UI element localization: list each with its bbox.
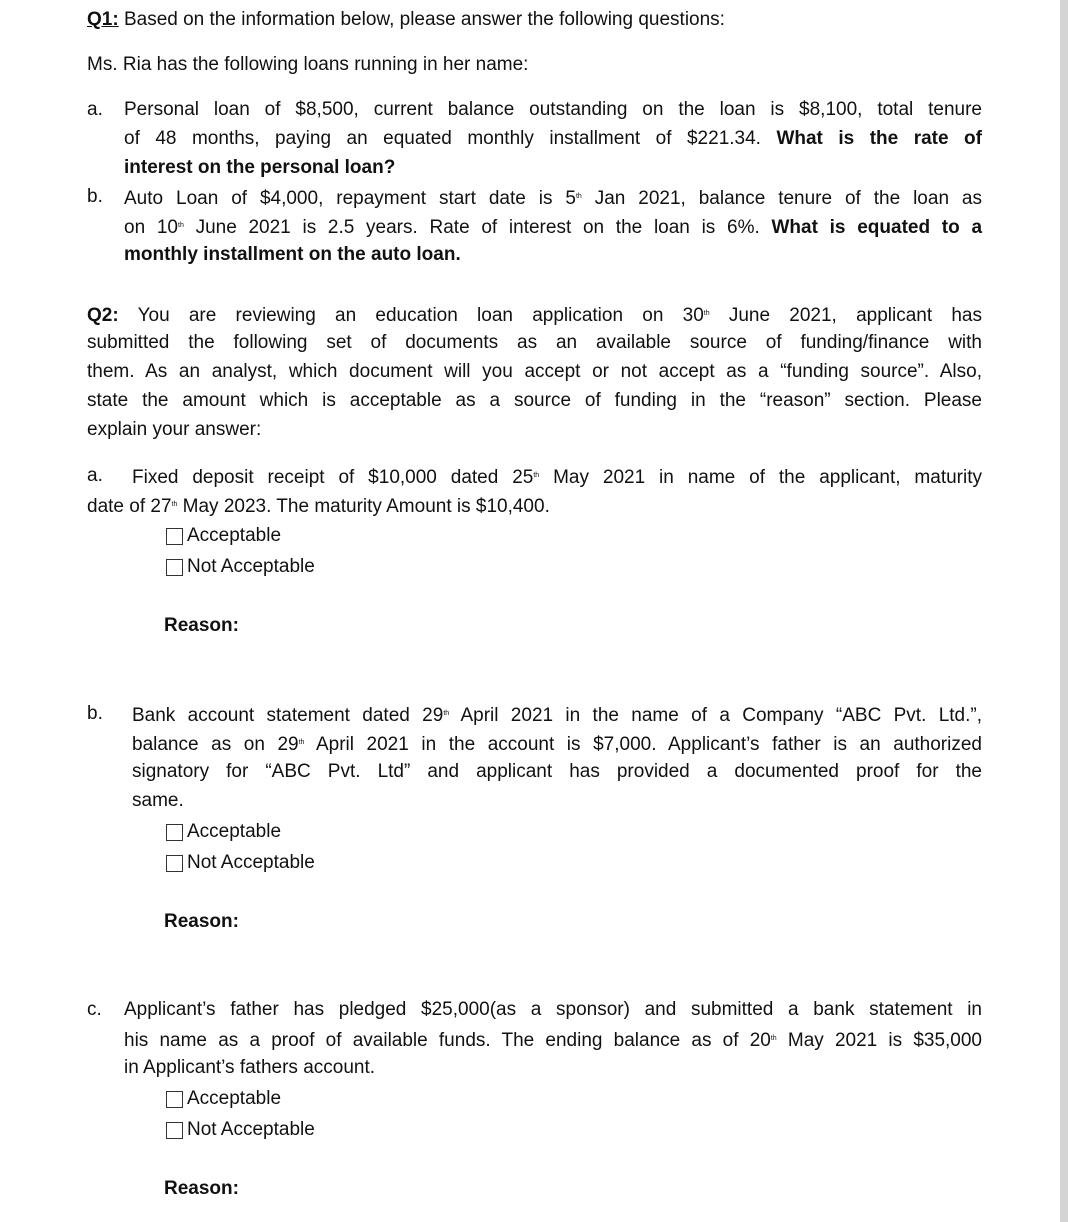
text: signatory for “ABC Pvt. Ltd” and applicant has provided a documented proof for the bbox=[132, 761, 982, 782]
checkbox-label: Acceptable bbox=[187, 525, 282, 546]
checkbox-icon[interactable] bbox=[166, 1091, 183, 1108]
text-line bbox=[132, 760, 982, 784]
bold-text: Q1: bbox=[87, 9, 119, 30]
text-line bbox=[87, 53, 528, 77]
text: April 2021 in the name of a Company “ABC Pvt. Ltd.”, bbox=[449, 705, 982, 726]
text: a. bbox=[87, 465, 103, 486]
ordinal-suffix: th bbox=[703, 310, 710, 317]
text: state the amount which is acceptable as a source of funding in the “reason” section. Please bbox=[87, 390, 982, 411]
text: Bank account statement dated 29 bbox=[132, 705, 444, 726]
text-line bbox=[87, 302, 982, 328]
bold-text: Reason: bbox=[164, 911, 239, 932]
text-line bbox=[124, 185, 982, 211]
ordinal-suffix: th bbox=[171, 501, 178, 508]
text: Jan 2021, balance tenure of the loan as bbox=[581, 188, 982, 209]
text: them. As an analyst, which document will you accept or not accept as a “funding source”. Also, bbox=[87, 361, 982, 382]
checkbox-option[interactable] bbox=[166, 1118, 315, 1142]
text: same. bbox=[132, 790, 184, 811]
checkbox-option[interactable] bbox=[166, 555, 315, 579]
text-line bbox=[132, 731, 982, 757]
text-line bbox=[87, 998, 102, 1022]
checkbox-option[interactable] bbox=[166, 851, 315, 875]
bold-text: Reason: bbox=[164, 615, 239, 636]
text: balance as on 29 bbox=[132, 734, 299, 755]
text-line bbox=[87, 464, 103, 488]
text: Applicant’s father has pledged $25,000(as a sponsor) and submitted a bank statement in bbox=[124, 999, 982, 1020]
text: May 2023. The maturity Amount is $10,400. bbox=[177, 496, 550, 517]
text: b. bbox=[87, 186, 103, 207]
text-line bbox=[124, 1027, 982, 1053]
bold-text: What is the rate of bbox=[776, 128, 982, 149]
checkbox-label: Acceptable bbox=[187, 821, 282, 842]
text: b. bbox=[87, 703, 103, 724]
text-line bbox=[87, 702, 103, 726]
text: June 2021, applicant has bbox=[709, 305, 982, 326]
vertical-scrollbar[interactable] bbox=[1060, 0, 1068, 1222]
text-line bbox=[87, 8, 725, 32]
ordinal-suffix: th bbox=[533, 472, 540, 479]
text: explain your answer: bbox=[87, 419, 262, 440]
text: May 2021 is $35,000 bbox=[776, 1030, 982, 1051]
text: of 48 months, paying an equated monthly installment of $221.34. bbox=[124, 128, 777, 149]
text: May 2021 in name of the applicant, maturity bbox=[539, 467, 982, 488]
text-line bbox=[87, 185, 103, 209]
bold-text: Reason: bbox=[164, 1178, 239, 1199]
checkbox-label: Not Acceptable bbox=[187, 852, 315, 873]
text-line bbox=[87, 360, 982, 384]
checkbox-label: Not Acceptable bbox=[187, 556, 315, 577]
ordinal-suffix: th bbox=[770, 1035, 777, 1042]
text: c. bbox=[87, 999, 102, 1020]
text: a. bbox=[87, 99, 103, 120]
checkbox-icon[interactable] bbox=[166, 855, 183, 872]
bold-text: interest on the personal loan? bbox=[124, 157, 396, 178]
text: April 2021 in the account is $7,000. Applicant’s father is an authorized bbox=[304, 734, 982, 755]
bold-text: What is equated to a bbox=[771, 217, 983, 238]
text: in Applicant’s fathers account. bbox=[124, 1057, 376, 1078]
bold-text: monthly installment on the auto loan. bbox=[124, 244, 461, 265]
checkbox-option[interactable] bbox=[166, 524, 281, 548]
text-line bbox=[132, 789, 184, 813]
text-line bbox=[132, 702, 982, 728]
checkbox-icon[interactable] bbox=[166, 1122, 183, 1139]
text: on 10 bbox=[124, 217, 178, 238]
text-line bbox=[124, 214, 982, 240]
ordinal-suffix: th bbox=[298, 739, 305, 746]
text-line bbox=[87, 493, 550, 519]
text-line bbox=[87, 331, 982, 355]
text: June 2021 is 2.5 years. Rate of interest on the loan is 6%. bbox=[183, 217, 772, 238]
text-line bbox=[124, 998, 982, 1022]
text-line bbox=[164, 1177, 239, 1201]
checkbox-option[interactable] bbox=[166, 1087, 281, 1111]
text: Based on the information below, please answer the following questions: bbox=[118, 9, 725, 30]
text-line bbox=[124, 1056, 375, 1080]
checkbox-option[interactable] bbox=[166, 820, 281, 844]
bold-text: Q2: bbox=[87, 305, 119, 326]
text-line bbox=[87, 389, 982, 413]
text-line bbox=[132, 464, 982, 490]
text-line bbox=[124, 127, 982, 151]
text-line bbox=[124, 243, 461, 267]
text: Ms. Ria has the following loans running in her name: bbox=[87, 54, 529, 75]
text-line bbox=[124, 98, 982, 122]
checkbox-icon[interactable] bbox=[166, 559, 183, 576]
text: date of 27 bbox=[87, 496, 172, 517]
text-line bbox=[164, 910, 239, 934]
ordinal-suffix: th bbox=[443, 710, 450, 717]
text: Fixed deposit receipt of $10,000 dated 25 bbox=[132, 467, 534, 488]
checkbox-icon[interactable] bbox=[166, 824, 183, 841]
text-line bbox=[87, 418, 261, 442]
ordinal-suffix: th bbox=[178, 222, 184, 229]
text-line bbox=[87, 98, 103, 122]
text: his name as a proof of available funds. The ending balance as of 20 bbox=[124, 1030, 771, 1051]
text-line bbox=[124, 156, 395, 180]
text: Auto Loan of $4,000, repayment start date is 5 bbox=[124, 188, 576, 209]
checkbox-label: Acceptable bbox=[187, 1088, 282, 1109]
checkbox-label: Not Acceptable bbox=[187, 1119, 315, 1140]
text: You are reviewing an education loan application on 30 bbox=[118, 305, 704, 326]
ordinal-suffix: th bbox=[575, 193, 582, 200]
text: Personal loan of $8,500, current balance outstanding on the loan is $8,100, total tenure bbox=[124, 99, 982, 120]
checkbox-icon[interactable] bbox=[166, 528, 183, 545]
text: submitted the following set of documents as an available source of funding/finance with bbox=[87, 332, 982, 353]
text-line bbox=[164, 614, 239, 638]
